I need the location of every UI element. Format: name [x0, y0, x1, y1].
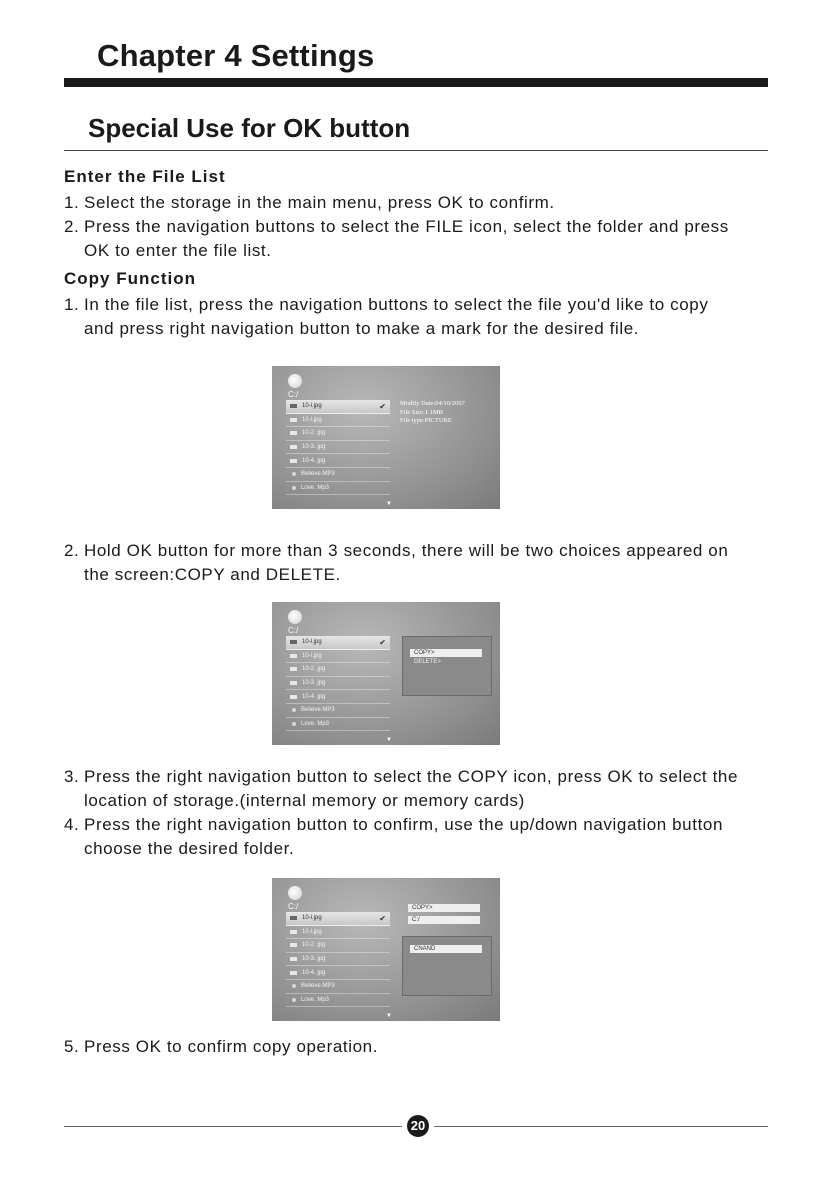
list-item[interactable]	[286, 926, 390, 940]
check-mark-icon: ✔	[379, 401, 386, 411]
file-name: Love. Mp3	[301, 996, 330, 1003]
image-file-icon	[290, 640, 297, 644]
path-option[interactable]: C:/	[408, 916, 480, 924]
step-text: Press the right navigation button to confirm, use the up/down navigation button	[84, 815, 723, 834]
cnand-option[interactable]: CNAND	[410, 945, 482, 953]
list-item[interactable]	[286, 650, 390, 664]
file-name: 10-4. jpg	[302, 969, 326, 976]
file-name: 10-l.jpg	[302, 652, 322, 659]
path-label: C:/	[288, 390, 299, 399]
step-continuation: location of storage.(internal memory or memory cards)	[84, 791, 525, 810]
screenshot-file-list	[272, 366, 500, 509]
list-item[interactable]	[286, 939, 390, 953]
list-item[interactable]	[286, 414, 390, 428]
step-text: Press the right navigation button to select the COPY icon, press OK to select the	[84, 767, 739, 786]
image-file-icon	[290, 431, 297, 435]
step-number: 5.	[64, 1037, 80, 1056]
image-file-icon	[290, 695, 297, 699]
list-item[interactable]	[286, 677, 390, 691]
file-name: 10-l.jpg	[302, 915, 322, 922]
step-text: Press the navigation buttons to select the FILE icon, select the folder and press	[84, 217, 729, 236]
list-item[interactable]	[286, 704, 390, 718]
copy-function-heading: Copy Function	[64, 269, 196, 288]
step-continuation: OK to enter the file list.	[84, 241, 272, 260]
step-number: 4.	[64, 815, 80, 834]
storage-logo-icon	[288, 610, 302, 624]
check-mark-icon: ✔	[379, 913, 386, 923]
destination-panel	[402, 936, 492, 996]
file-name: 10-l.jpg	[302, 416, 322, 423]
file-name: Believe.MP3	[301, 707, 335, 714]
file-list	[286, 912, 390, 1007]
copy-step-2	[64, 539, 784, 587]
file-name: 10-2. jpg	[302, 666, 326, 673]
list-item[interactable]	[286, 718, 390, 732]
audio-file-icon	[292, 472, 296, 476]
step-continuation: choose the desired folder.	[84, 839, 295, 858]
file-name: 10-2. jpg	[302, 430, 326, 437]
step-text: Select the storage in the main menu, press OK to confirm.	[84, 193, 555, 212]
file-name: 10-l.jpg	[302, 928, 322, 935]
list-item[interactable]	[286, 400, 390, 414]
section-rule	[64, 150, 768, 151]
modify-date: Modify Date:04/10/2007	[400, 400, 465, 407]
enter-step-2	[64, 215, 784, 263]
delete-option[interactable]: DELETE>	[414, 659, 441, 665]
list-item[interactable]	[286, 953, 390, 967]
file-size: File Size:1.1MB	[400, 408, 443, 416]
copy-step-3	[64, 765, 784, 813]
list-item[interactable]	[286, 636, 390, 650]
file-type: File type:PICTURE	[400, 417, 452, 424]
image-file-icon	[290, 654, 297, 658]
audio-file-icon	[292, 486, 296, 490]
copy-option[interactable]: COPY>	[410, 649, 482, 657]
chapter-title: Chapter 4 Settings	[97, 38, 375, 73]
image-file-icon	[290, 943, 297, 947]
list-item[interactable]	[286, 966, 390, 980]
file-name: 10-3. jpg	[302, 444, 326, 451]
file-name: Love. Mp3	[301, 484, 330, 491]
step-continuation: the screen:COPY and DELETE.	[84, 565, 341, 584]
image-file-icon	[290, 404, 297, 408]
scroll-down-icon: ▼	[386, 1013, 392, 1019]
image-file-icon	[290, 418, 297, 422]
file-info	[400, 400, 465, 426]
file-list	[286, 400, 390, 495]
image-file-icon	[290, 930, 297, 934]
storage-logo-icon	[288, 886, 302, 900]
file-name: 10-3. jpg	[302, 680, 326, 687]
step-number: 1.	[64, 193, 80, 212]
list-item[interactable]	[286, 663, 390, 677]
screenshot-copy-delete-menu	[272, 602, 500, 745]
step-continuation: and press right navigation button to make a mark for the desired file.	[84, 319, 640, 338]
image-file-icon	[290, 681, 297, 685]
file-name: 10-4. jpg	[302, 457, 326, 464]
file-name: Love. Mp3	[301, 720, 330, 727]
copy-option[interactable]: COPY>	[408, 904, 480, 912]
file-list	[286, 636, 390, 731]
file-name: 10-l.jpg	[302, 639, 322, 646]
copy-step-5	[64, 1035, 784, 1059]
chapter-rule	[64, 78, 768, 87]
audio-file-icon	[292, 984, 296, 988]
file-name: Believe.MP3	[301, 983, 335, 990]
file-name: 10-l.jpg	[302, 403, 322, 410]
copy-step-4	[64, 813, 784, 861]
audio-file-icon	[292, 722, 296, 726]
section-title: Special Use for OK button	[88, 113, 411, 143]
scroll-down-icon: ▼	[386, 501, 392, 507]
check-mark-icon: ✔	[379, 637, 386, 647]
audio-file-icon	[292, 998, 296, 1002]
enter-step-1	[64, 191, 784, 215]
file-name: Believe.MP3	[301, 471, 335, 478]
list-item[interactable]	[286, 427, 390, 441]
image-file-icon	[290, 971, 297, 975]
step-number: 2.	[64, 217, 80, 236]
image-file-icon	[290, 957, 297, 961]
image-file-icon	[290, 916, 297, 920]
list-item[interactable]	[286, 980, 390, 994]
list-item[interactable]	[286, 912, 390, 926]
list-item[interactable]	[286, 468, 390, 482]
image-file-icon	[290, 667, 297, 671]
list-item[interactable]	[286, 441, 390, 455]
step-number: 3.	[64, 767, 80, 786]
list-item[interactable]	[286, 690, 390, 704]
file-name: 10-4. jpg	[302, 693, 326, 700]
storage-logo-icon	[288, 374, 302, 388]
file-name: 10-3. jpg	[302, 956, 326, 963]
image-file-icon	[290, 445, 297, 449]
step-number: 1.	[64, 295, 80, 314]
file-name: 10-2. jpg	[302, 942, 326, 949]
step-text: Hold OK button for more than 3 seconds, there will be two choices appeared on	[84, 541, 729, 560]
scroll-down-icon: ▼	[386, 737, 392, 743]
step-number: 2.	[64, 541, 80, 560]
path-label: C:/	[288, 626, 299, 635]
list-item[interactable]	[286, 454, 390, 468]
footer-rule-right	[434, 1126, 768, 1127]
path-label: C:/	[288, 902, 299, 911]
list-item[interactable]	[286, 994, 390, 1008]
image-file-icon	[290, 459, 297, 463]
copy-step-1	[64, 293, 784, 341]
enter-file-list-heading: Enter the File List	[64, 167, 226, 186]
step-text: In the file list, press the navigation buttons to select the file you'd like to copy	[84, 295, 709, 314]
list-item[interactable]	[286, 482, 390, 496]
step-text: Press OK to confirm copy operation.	[84, 1037, 379, 1056]
audio-file-icon	[292, 708, 296, 712]
screenshot-destination-select	[272, 878, 500, 1021]
footer-rule-left	[64, 1126, 402, 1127]
options-panel	[402, 636, 492, 696]
page-number: 20	[407, 1115, 429, 1137]
